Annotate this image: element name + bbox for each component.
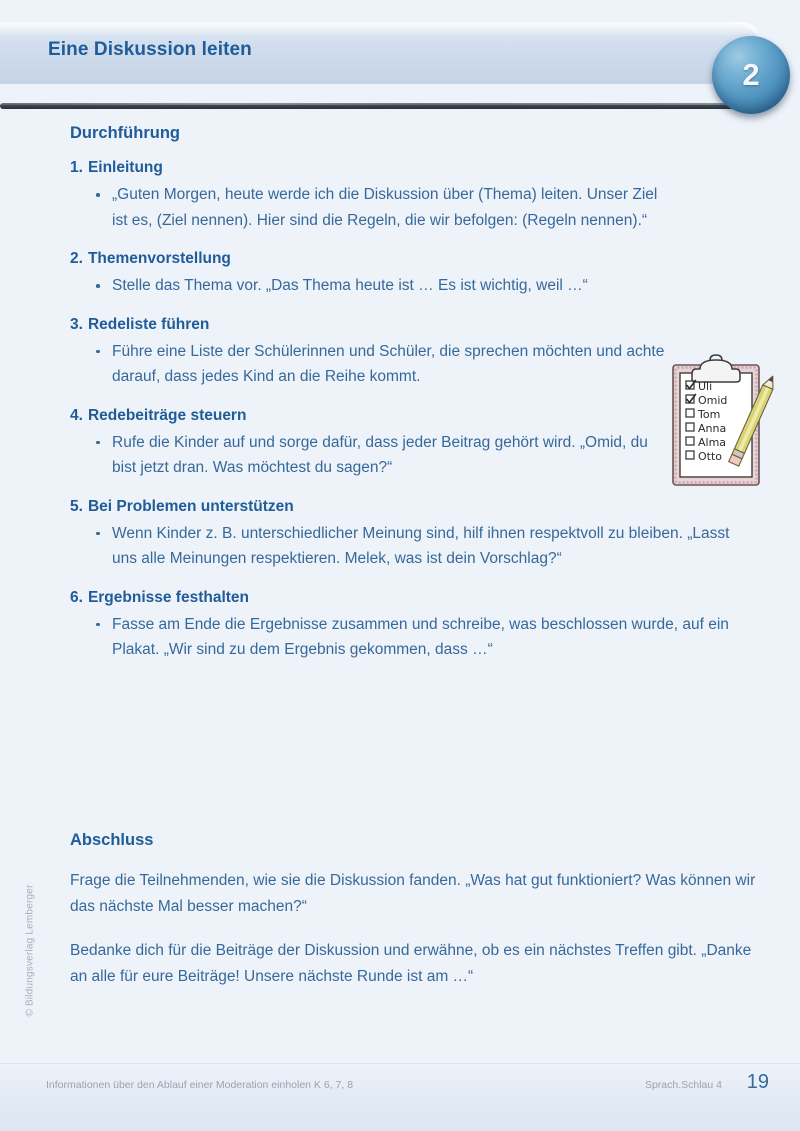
closing-paragraph-1: Frage die Teilnehmenden, wie sie die Diskussion fanden. „Was hat gut funktioniert? Was können wir das nächste Mal besser machen?“	[70, 872, 756, 915]
step-4-number: 4.	[70, 406, 83, 424]
step-6	[70, 589, 750, 663]
step-3-heading	[70, 316, 750, 334]
step-2	[70, 250, 750, 299]
list-item: Stelle das Thema vor. „Das Thema heute ist … Es ist wichtig, weil …“	[70, 273, 750, 299]
closing-section	[70, 831, 760, 1008]
step-2-bullets	[70, 273, 750, 299]
step-4-bullets	[70, 430, 750, 481]
step-3-label: Redeliste führen	[87, 315, 210, 333]
footer-divider	[0, 1063, 800, 1064]
svg-text:Tom: Tom	[698, 408, 721, 421]
svg-text:Anna: Anna	[698, 422, 727, 435]
step-6-label: Ergebnisse festhalten	[87, 588, 250, 606]
step-1	[70, 159, 750, 233]
section-title-durchfuehrung: Durchführung	[70, 124, 180, 142]
step-2-heading	[70, 250, 750, 268]
page-footer	[0, 1063, 800, 1131]
step-1-label: Einleitung	[87, 159, 163, 176]
chapter-badge-number: 2	[742, 56, 760, 92]
step-3-bullets	[70, 339, 750, 390]
step-4	[70, 407, 750, 481]
step-6-heading	[70, 589, 750, 607]
step-4-heading	[70, 407, 750, 425]
page-number: 19	[746, 1071, 769, 1093]
list-item: Führe eine Liste der Schülerinnen und Schüler, die sprechen möchten und achte darauf, dass jedes Kind an die Reihe kommt.	[70, 339, 672, 390]
step-5-bullets	[70, 521, 750, 572]
step-4-label: Redebeiträge steuern	[87, 406, 247, 424]
page-header	[0, 22, 800, 92]
step-5-number: 5.	[70, 497, 83, 515]
list-item: Fasse am Ende die Ergebnisse zusammen und schreibe, was beschlossen wurde, auf ein Plakat. „Wir sind zu dem Ergebnis gekommen, dass …“	[70, 612, 750, 663]
step-5-heading	[70, 498, 750, 516]
main-content	[70, 124, 750, 680]
svg-text:Uli: Uli	[698, 380, 713, 393]
step-5-label: Bei Problemen unterstützen	[87, 497, 294, 515]
step-6-bullets	[70, 612, 750, 663]
step-6-number: 6.	[70, 588, 83, 606]
clipboard-illustration	[670, 353, 778, 491]
page-title: Eine Diskussion leiten	[48, 39, 252, 60]
svg-text:Alma: Alma	[698, 436, 727, 449]
svg-text:Otto: Otto	[698, 450, 723, 463]
closing-paragraph-2: Bedanke dich für die Beiträge der Diskussion und erwähne, ob es ein nächstes Treffen gibt. „Danke an alle für eure Beiträge! Unsere nächste Runde ist am …“	[70, 942, 752, 985]
step-1-heading	[70, 159, 750, 177]
chapter-badge	[712, 36, 790, 114]
footer-series-name: Sprach.Schlau 4	[644, 1079, 722, 1091]
step-1-bullets	[70, 182, 750, 233]
step-1-number: 1.	[70, 159, 83, 176]
closing-title: Abschluss	[70, 831, 154, 849]
header-divider-rule	[0, 103, 760, 109]
svg-text:Omid: Omid	[698, 394, 728, 407]
list-item: Rufe die Kinder auf und sorge dafür, dass jeder Beitrag gehört wird. „Omid, du bist jetzt dran. Was möchtest du sagen?“	[70, 430, 672, 481]
step-3	[70, 316, 750, 390]
step-2-number: 2.	[70, 250, 83, 267]
footer-caption: Informationen über den Ablauf einer Moderation einholen K 6, 7, 8	[46, 1079, 354, 1091]
list-item: „Guten Morgen, heute werde ich die Diskussion über (Thema) leiten. Unser Ziel ist es, (Ziel nennen). Hier sind die Regeln, die wir befolgen: (Regeln nennen).“	[70, 182, 672, 233]
list-item: Wenn Kinder z. B. unterschiedlicher Meinung sind, hilf ihnen respektvoll zu bleiben. „Lasst uns alle Meinungen respektieren. Melek, was ist dein Vorschlag?“	[70, 521, 750, 572]
step-3-number: 3.	[70, 315, 83, 333]
step-2-label: Themenvorstellung	[87, 250, 231, 267]
step-5	[70, 498, 750, 572]
copyright-notice: © Bildungsverlag Lemberger	[24, 884, 36, 1017]
